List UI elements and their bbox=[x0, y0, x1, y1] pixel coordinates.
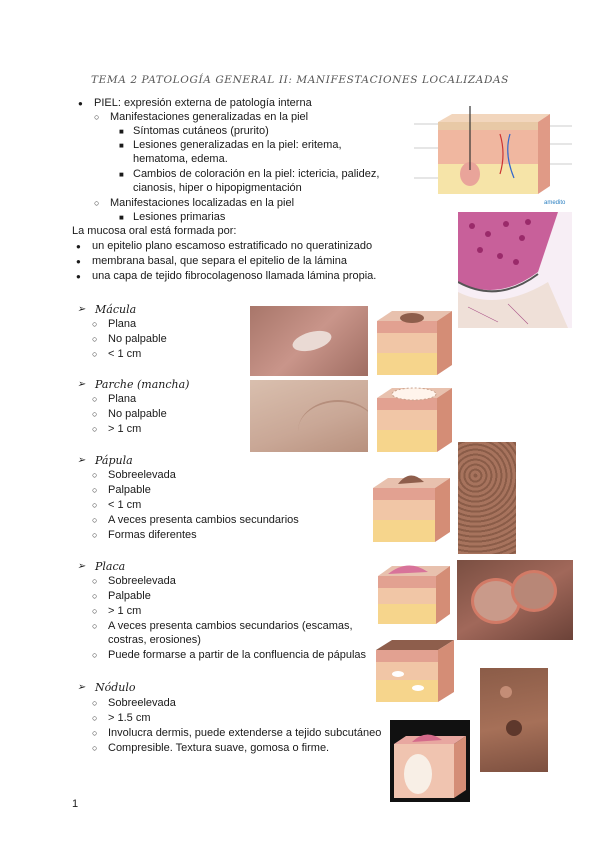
list-item: ○ Sobreelevada bbox=[108, 469, 176, 482]
nodulo-photo bbox=[480, 668, 548, 772]
lesion-title-papula: ➢ Pápula bbox=[95, 454, 133, 467]
macula-photo bbox=[250, 306, 368, 376]
lesion-title-parche: ➢ Parche (mancha) bbox=[95, 378, 189, 391]
lesiones-gen-cont: hematoma, edema. bbox=[133, 153, 228, 165]
list-item: ○ Sobreelevada bbox=[108, 697, 176, 710]
list-item: ○ > 1.5 cm bbox=[108, 712, 151, 725]
placa-photo bbox=[457, 560, 573, 640]
list-item: ○ A veces presenta cambios secundarios bbox=[108, 514, 299, 527]
list-item: ○ Plana bbox=[108, 318, 136, 331]
diagram-brand: amedito bbox=[544, 200, 566, 206]
list-item: ○ Plana bbox=[108, 393, 136, 406]
list-item: ○ Palpable bbox=[108, 484, 151, 497]
macula-diagram bbox=[372, 303, 457, 378]
bullet-manif-loc: ○ Manifestaciones localizadas en la piel bbox=[110, 197, 294, 210]
mucosa-item: ● una capa de tejido fibrocolagenoso llamada lámina propia. bbox=[92, 270, 376, 283]
parche-photo bbox=[250, 380, 368, 452]
list-item: ○ < 1 cm bbox=[108, 499, 141, 512]
list-item: ○ Formas diferentes bbox=[108, 529, 197, 542]
bullet-manif-gen: ○ Manifestaciones generalizadas en la piel bbox=[110, 111, 308, 124]
list-item: ○ Palpable bbox=[108, 590, 151, 603]
lesion-title-macula: ➢ Mácula bbox=[95, 303, 136, 316]
page-title: TEMA 2 PATOLOGÍA GENERAL II: MANIFESTACIONES LOCALIZADAS bbox=[91, 74, 509, 86]
skin-anatomy-diagram bbox=[410, 104, 576, 208]
mucosa-item: ● membrana basal, que separa el epitelio de la lámina bbox=[92, 255, 347, 268]
list-item: ○ < 1 cm bbox=[108, 348, 141, 361]
placa-diagram-bottom bbox=[372, 632, 458, 704]
list-item: ○ Sobreelevada bbox=[108, 575, 176, 588]
papula-photo bbox=[458, 442, 516, 554]
mucosa-item: ● un epitelio plano escamoso estratificado no queratinizado bbox=[92, 240, 372, 253]
bullet-sintomas: ■ Síntomas cutáneos (prurito) bbox=[133, 125, 269, 138]
list-item: ○ A veces presenta cambios secundarios (escamas, bbox=[108, 620, 353, 633]
bullet-primarias: ■ Lesiones primarias bbox=[133, 211, 225, 224]
bullet-lesiones-gen: ■ Lesiones generalizadas en la piel: eritema, bbox=[133, 139, 342, 152]
list-item: ○ No palpable bbox=[108, 333, 167, 346]
bullet-piel: ● PIEL: expresión externa de patología interna bbox=[94, 97, 312, 110]
mucosa-heading: La mucosa oral está formada por: bbox=[72, 225, 237, 237]
mucosa-histology-image bbox=[458, 212, 572, 328]
nodulo-diagram bbox=[390, 720, 470, 802]
list-item: ○ Compresible. Textura suave, gomosa o firme. bbox=[108, 742, 329, 755]
cambios-cont: cianosis, hiper o hipopigmentación bbox=[133, 182, 302, 194]
parche-diagram bbox=[372, 380, 457, 455]
list-item-cont: costras, erosiones) bbox=[108, 634, 201, 646]
list-item: ○ No palpable bbox=[108, 408, 167, 421]
list-item: ○ > 1 cm bbox=[108, 423, 141, 436]
page-number: 1 bbox=[72, 798, 79, 810]
placa-diagram-top bbox=[374, 560, 454, 626]
papula-diagram bbox=[368, 466, 456, 544]
lesion-title-nodulo: ➢ Nódulo bbox=[95, 681, 136, 694]
list-item: ○ Involucra dermis, puede extenderse a tejido subcutáneo bbox=[108, 727, 381, 740]
list-item: ○ > 1 cm bbox=[108, 605, 141, 618]
lesion-title-placa: ➢ Placa bbox=[95, 560, 125, 573]
list-item: ○ Puede formarse a partir de la confluencia de pápulas bbox=[108, 649, 366, 662]
bullet-cambios: ■ Cambios de coloración en la piel: ictericia, palidez, bbox=[133, 168, 379, 181]
